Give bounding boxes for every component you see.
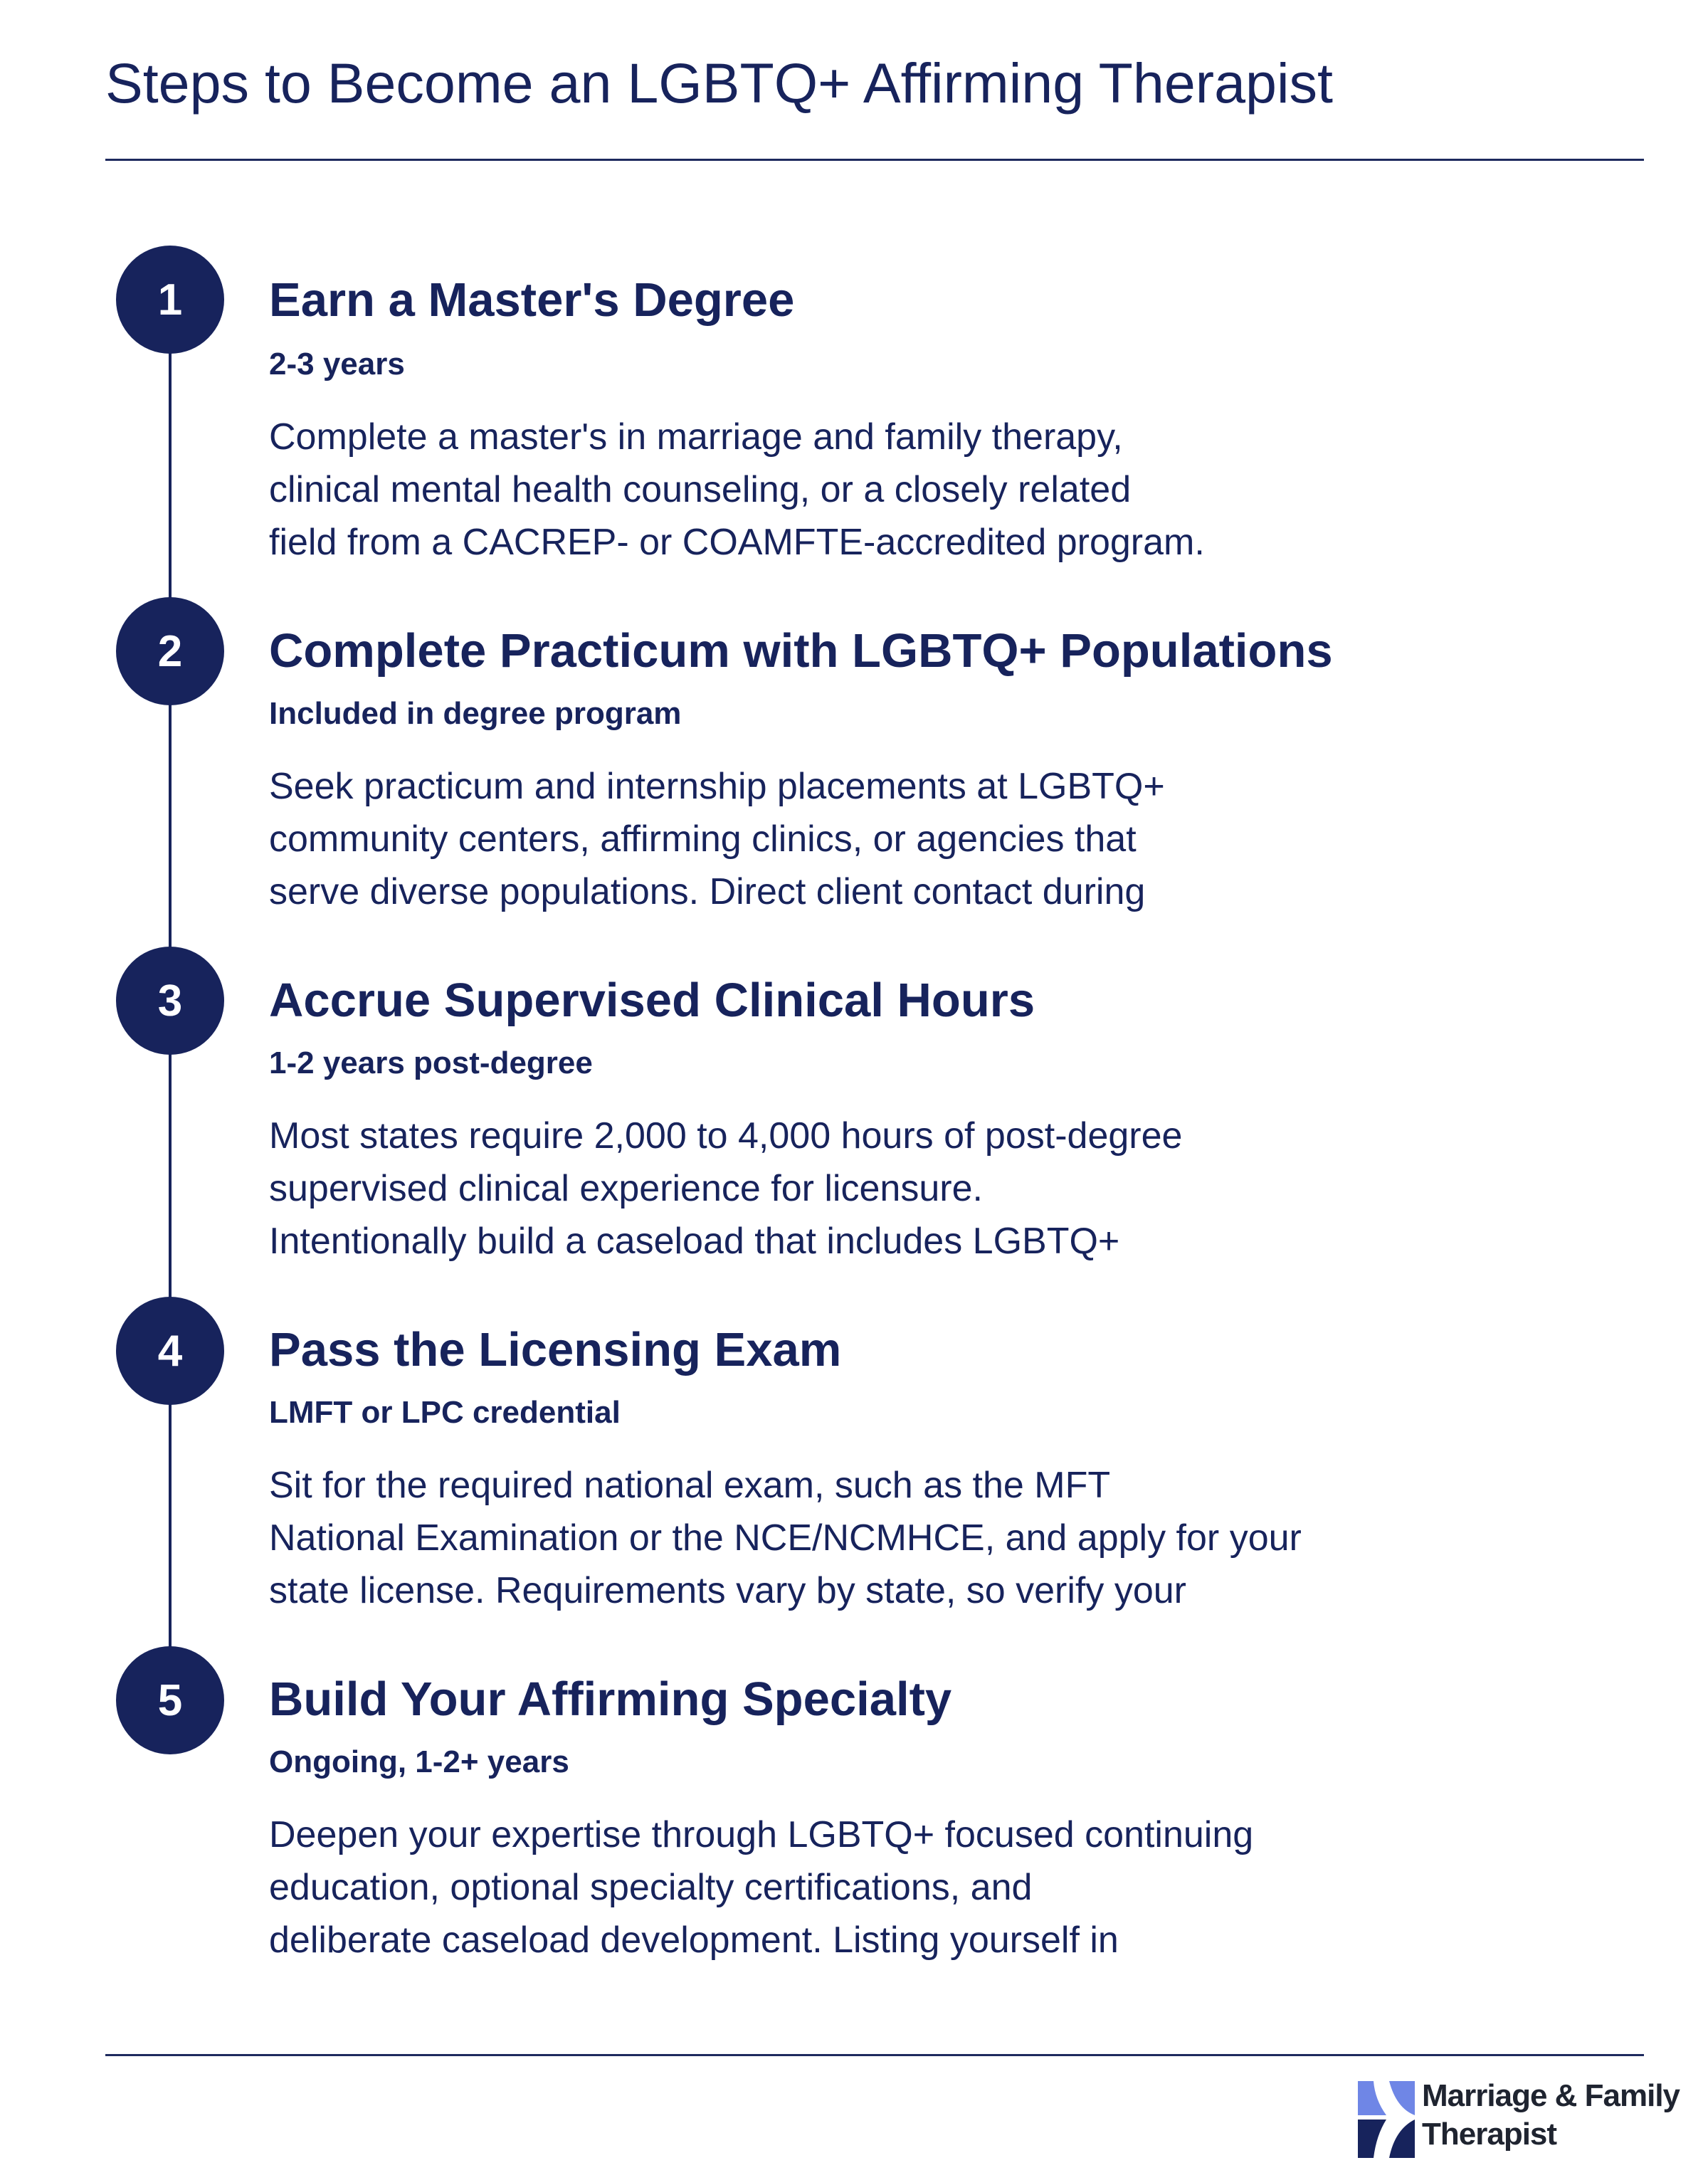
step-duration: Included in degree program: [269, 696, 682, 731]
description-line: Most states require 2,000 to 4,000 hours of post-degree: [269, 1115, 1183, 1157]
logo-line-2: Therapist: [1422, 2117, 1557, 2152]
step-description: [269, 760, 1550, 918]
description-line: serve diverse populations. Direct client contact during: [269, 871, 1146, 912]
description-line: supervised clinical experience for licensure.: [269, 1168, 983, 1209]
step-number-badge: 5: [116, 1646, 224, 1754]
step-title: Complete Practicum with LGBTQ+ Populations: [269, 624, 1333, 678]
step-title: Build Your Affirming Specialty: [269, 1673, 952, 1726]
step-number-badge: 2: [116, 597, 224, 705]
step-description: [269, 1459, 1550, 1617]
header-divider: [105, 159, 1644, 161]
footer-divider: [105, 2054, 1644, 2056]
brand-logo: [1358, 2077, 1680, 2162]
step-description: [269, 1110, 1550, 1268]
step-description: [269, 1808, 1550, 1966]
description-line: Deepen your expertise through LGBTQ+ focused continuing: [269, 1814, 1254, 1855]
description-line: National Examination or the NCE/NCMHCE, and apply for your: [269, 1517, 1302, 1559]
description-line: field from a CACREP- or COAMFTE-accredited program.: [269, 522, 1205, 563]
description-line: community centers, affirming clinics, or agencies that: [269, 818, 1137, 860]
step-number-badge: 3: [116, 947, 224, 1055]
description-line: Intentionally build a caseload that includes LGBTQ+: [269, 1221, 1120, 1262]
logo-line-1: Marriage & Family: [1422, 2078, 1680, 2113]
step-number-badge: 1: [116, 246, 224, 354]
mft-logo-icon: [1358, 2078, 1415, 2158]
description-line: state license. Requirements vary by state, so verify your: [269, 1570, 1186, 1611]
description-line: Complete a master's in marriage and family therapy,: [269, 416, 1123, 458]
step-description: [269, 411, 1550, 569]
step-duration: LMFT or LPC credential: [269, 1395, 621, 1430]
step-title: Pass the Licensing Exam: [269, 1323, 842, 1376]
step-number-badge: 4: [116, 1297, 224, 1405]
page-title: Steps to Become an LGBTQ+ Affirming Therapist: [105, 51, 1333, 115]
step-duration: 1-2 years post-degree: [269, 1046, 593, 1080]
description-line: Sit for the required national exam, such as the MFT: [269, 1465, 1111, 1506]
description-line: education, optional specialty certifications, and: [269, 1867, 1033, 1908]
step-title: Accrue Supervised Clinical Hours: [269, 974, 1035, 1027]
description-line: clinical mental health counseling, or a closely related: [269, 469, 1132, 510]
description-line: Seek practicum and internship placements at LGBTQ+: [269, 766, 1165, 807]
step-title: Earn a Master's Degree: [269, 273, 795, 327]
description-line: deliberate caseload development. Listing yourself in: [269, 1920, 1119, 1961]
step-duration: Ongoing, 1-2+ years: [269, 1744, 569, 1779]
step-duration: 2-3 years: [269, 347, 405, 381]
logo-wordmark: [1422, 2077, 1680, 2154]
